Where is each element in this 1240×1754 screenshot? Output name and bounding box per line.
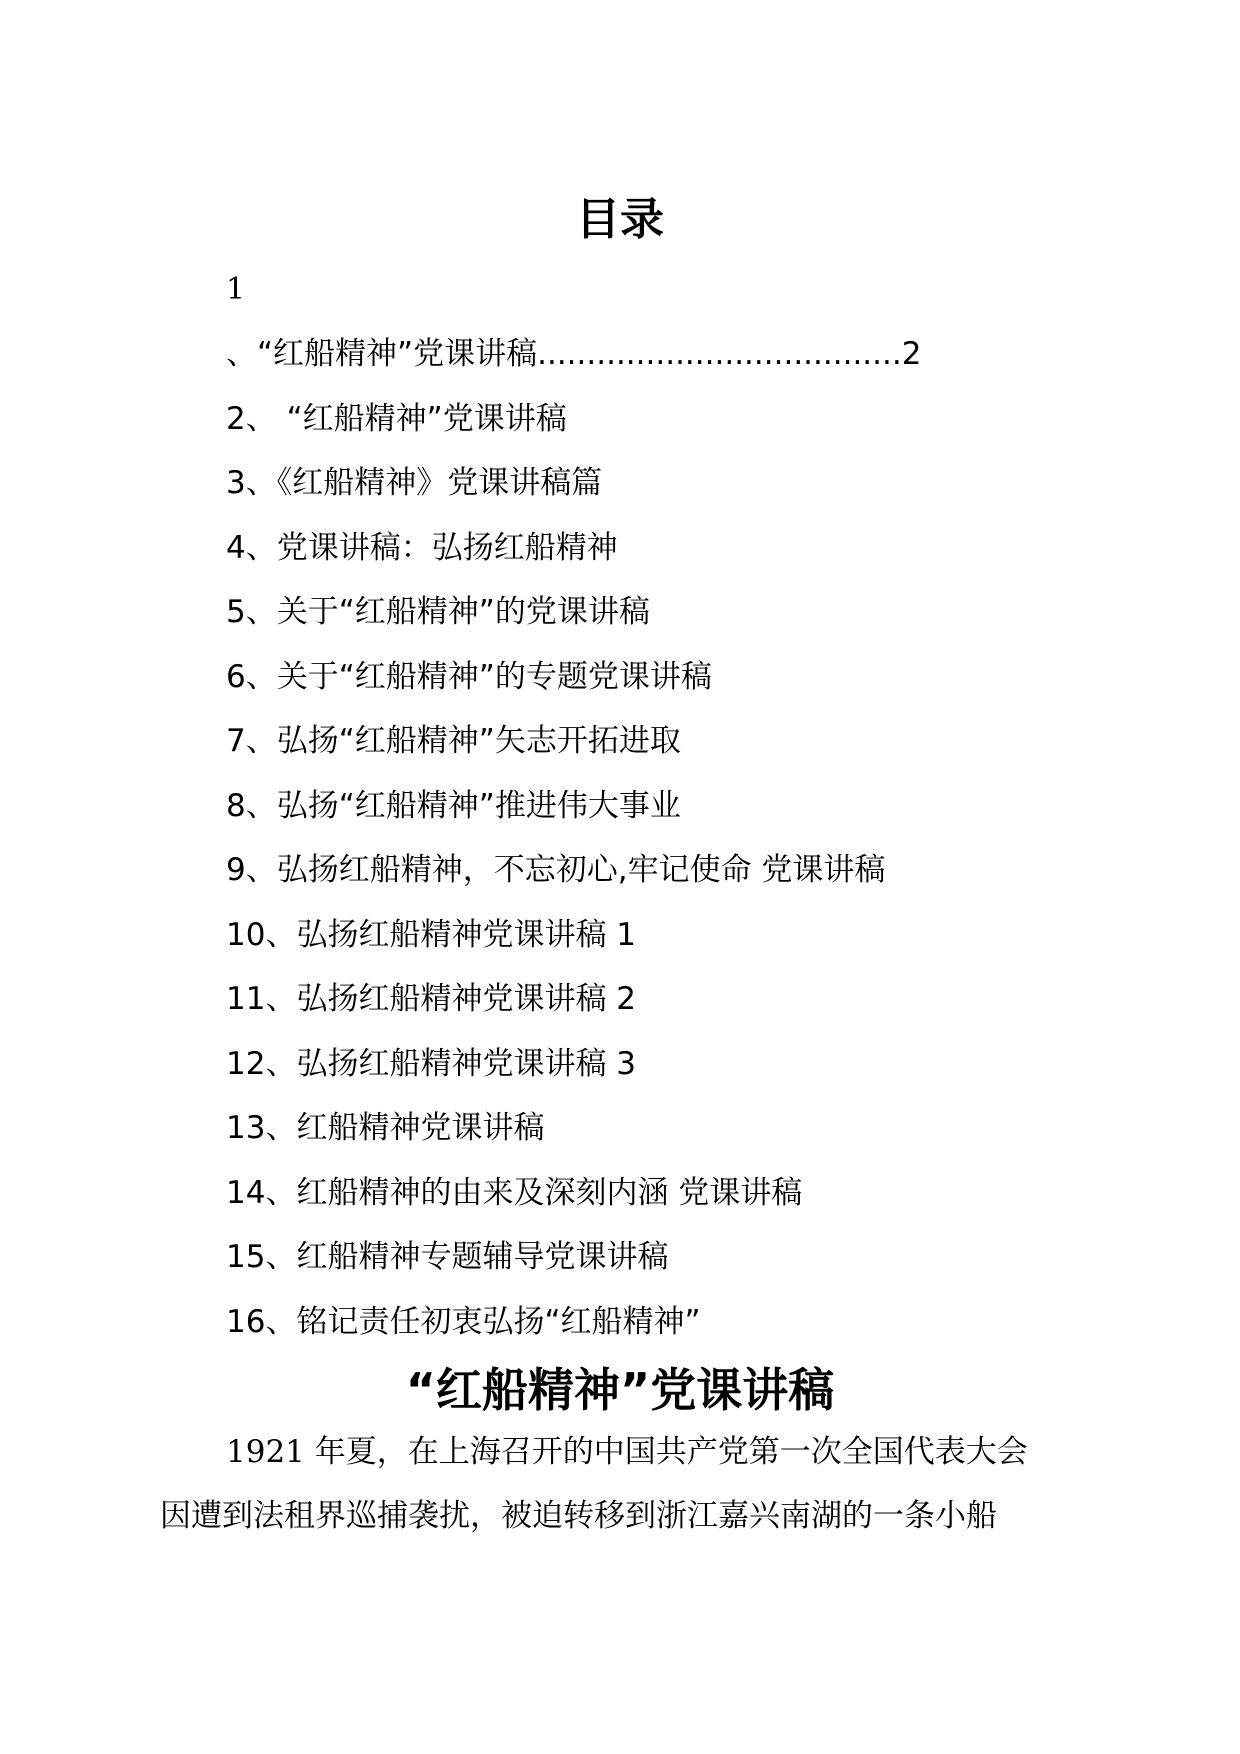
- toc-item-7[interactable]: 7、弘扬“红船精神”矢志开拓进取: [226, 723, 681, 759]
- toc-item-15[interactable]: 15、红船精神专题辅导党课讲稿: [226, 1239, 669, 1275]
- toc-title: 目录: [576, 194, 664, 245]
- toc-item-11[interactable]: 11、弘扬红船精神党课讲稿 2: [226, 981, 637, 1017]
- toc-item-5[interactable]: 5、关于“红船精神”的党课讲稿: [226, 594, 650, 630]
- toc-item-14[interactable]: 14、红船精神的由来及深刻内涵 党课讲稿: [226, 1174, 803, 1211]
- toc-list: [226, 334, 921, 1366]
- toc-item-10[interactable]: 10、弘扬红船精神党课讲稿 1: [226, 916, 637, 953]
- toc-item-1[interactable]: 、“红船精神”党课讲稿.....................................2: [226, 336, 922, 372]
- paragraph-line-1: [160, 1420, 1090, 1484]
- toc-item-16[interactable]: 16、铭记责任初衷弘扬“红船精神”: [226, 1303, 701, 1340]
- toc-item-12[interactable]: 12、弘扬红船精神党课讲稿 3: [226, 1045, 637, 1082]
- toc-item-8[interactable]: 8、弘扬“红船精神”推进伟大事业: [226, 787, 681, 824]
- toc-item-6[interactable]: 6、关于“红船精神”的专题党课讲稿: [226, 658, 712, 695]
- toc-item-3[interactable]: 3、《红船精神》党课讲稿篇: [226, 465, 603, 501]
- toc-stray-number: 1: [226, 272, 246, 307]
- toc-item-9[interactable]: 9、弘扬红船精神，不忘初心,牢记使命 党课讲稿: [226, 852, 886, 888]
- paragraph-year: 1921: [226, 1434, 305, 1470]
- toc-item-4[interactable]: 4、党课讲稿：弘扬红船精神: [226, 529, 618, 566]
- body-paragraph: [160, 1420, 1090, 1548]
- paragraph-line-1-text: 年夏，在上海召开的中国共产党第一次全国代表大会: [304, 1434, 1028, 1470]
- document-title: “红船精神”党课讲稿: [405, 1363, 835, 1417]
- toc-item-13[interactable]: 13、红船精神党课讲稿: [226, 1110, 545, 1146]
- paragraph-line-2: 因遭到法租界巡捕袭扰，被迫转移到浙江嘉兴南湖的一条小船: [160, 1498, 997, 1534]
- toc-item-2[interactable]: 2、 “红船精神”党课讲稿: [226, 400, 567, 437]
